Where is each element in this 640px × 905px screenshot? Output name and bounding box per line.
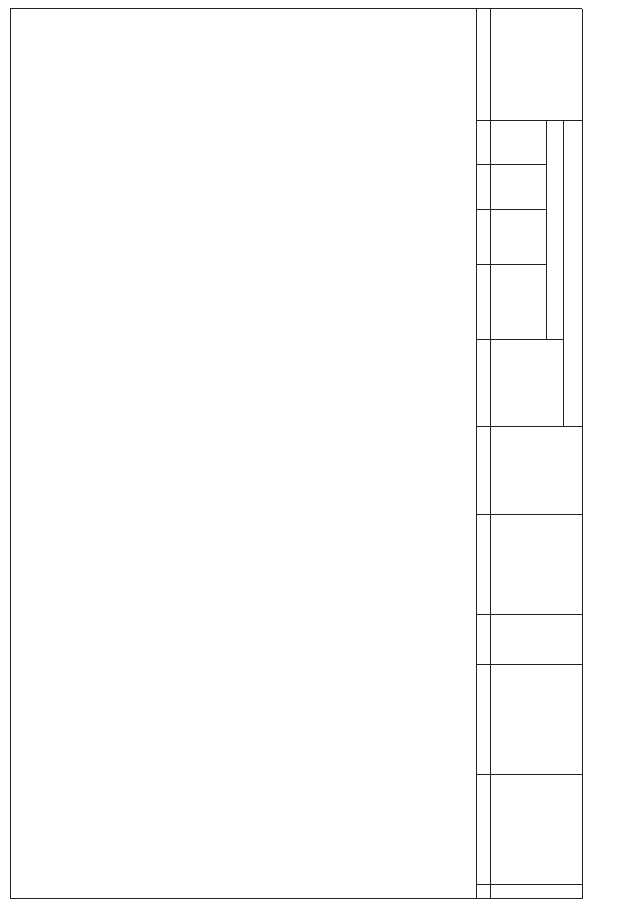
subtotal-local: [220, 213, 283, 263]
row81-federal: [34, 345, 97, 425]
row7-result: [336, 11, 374, 119]
row8-regional: [124, 268, 187, 338]
subtotal-total: [220, 431, 283, 513]
row7-total: [306, 431, 369, 513]
subtotal-extra: [220, 126, 283, 208]
row8-federal: [124, 345, 187, 425]
row8-result: [136, 11, 186, 119]
row81-years: [34, 617, 97, 663]
header-no: [542, 885, 555, 897]
row8-years: [124, 617, 187, 663]
row7-name: [314, 777, 364, 883]
subtotal-result: [240, 11, 290, 119]
row81-total: [34, 431, 97, 513]
row8-total: [124, 431, 187, 513]
row8-responsible: [164, 667, 189, 773]
row7-local: [306, 213, 369, 263]
row7-federal: [306, 345, 369, 425]
row81-name: [34, 777, 97, 883]
subtotal-regional: [220, 268, 283, 338]
row7-regional: [306, 268, 369, 338]
row7-responsible: [348, 667, 373, 773]
row81-local: [34, 213, 97, 263]
row81-extra: [34, 126, 97, 208]
row8-name: [136, 777, 186, 883]
row81-result: [58, 11, 96, 119]
header-year: [575, 617, 588, 663]
row7-extra: [306, 126, 369, 208]
row7-years: [306, 617, 369, 663]
header-responsible: [578, 667, 591, 773]
subtotal-federal: [220, 345, 283, 425]
row81-regional: [34, 268, 97, 338]
row8-extra: [124, 126, 187, 208]
row8-local: [124, 213, 187, 263]
header-name: [548, 777, 586, 883]
row-cont-name: [382, 777, 470, 883]
subtotal-years: [220, 617, 283, 663]
